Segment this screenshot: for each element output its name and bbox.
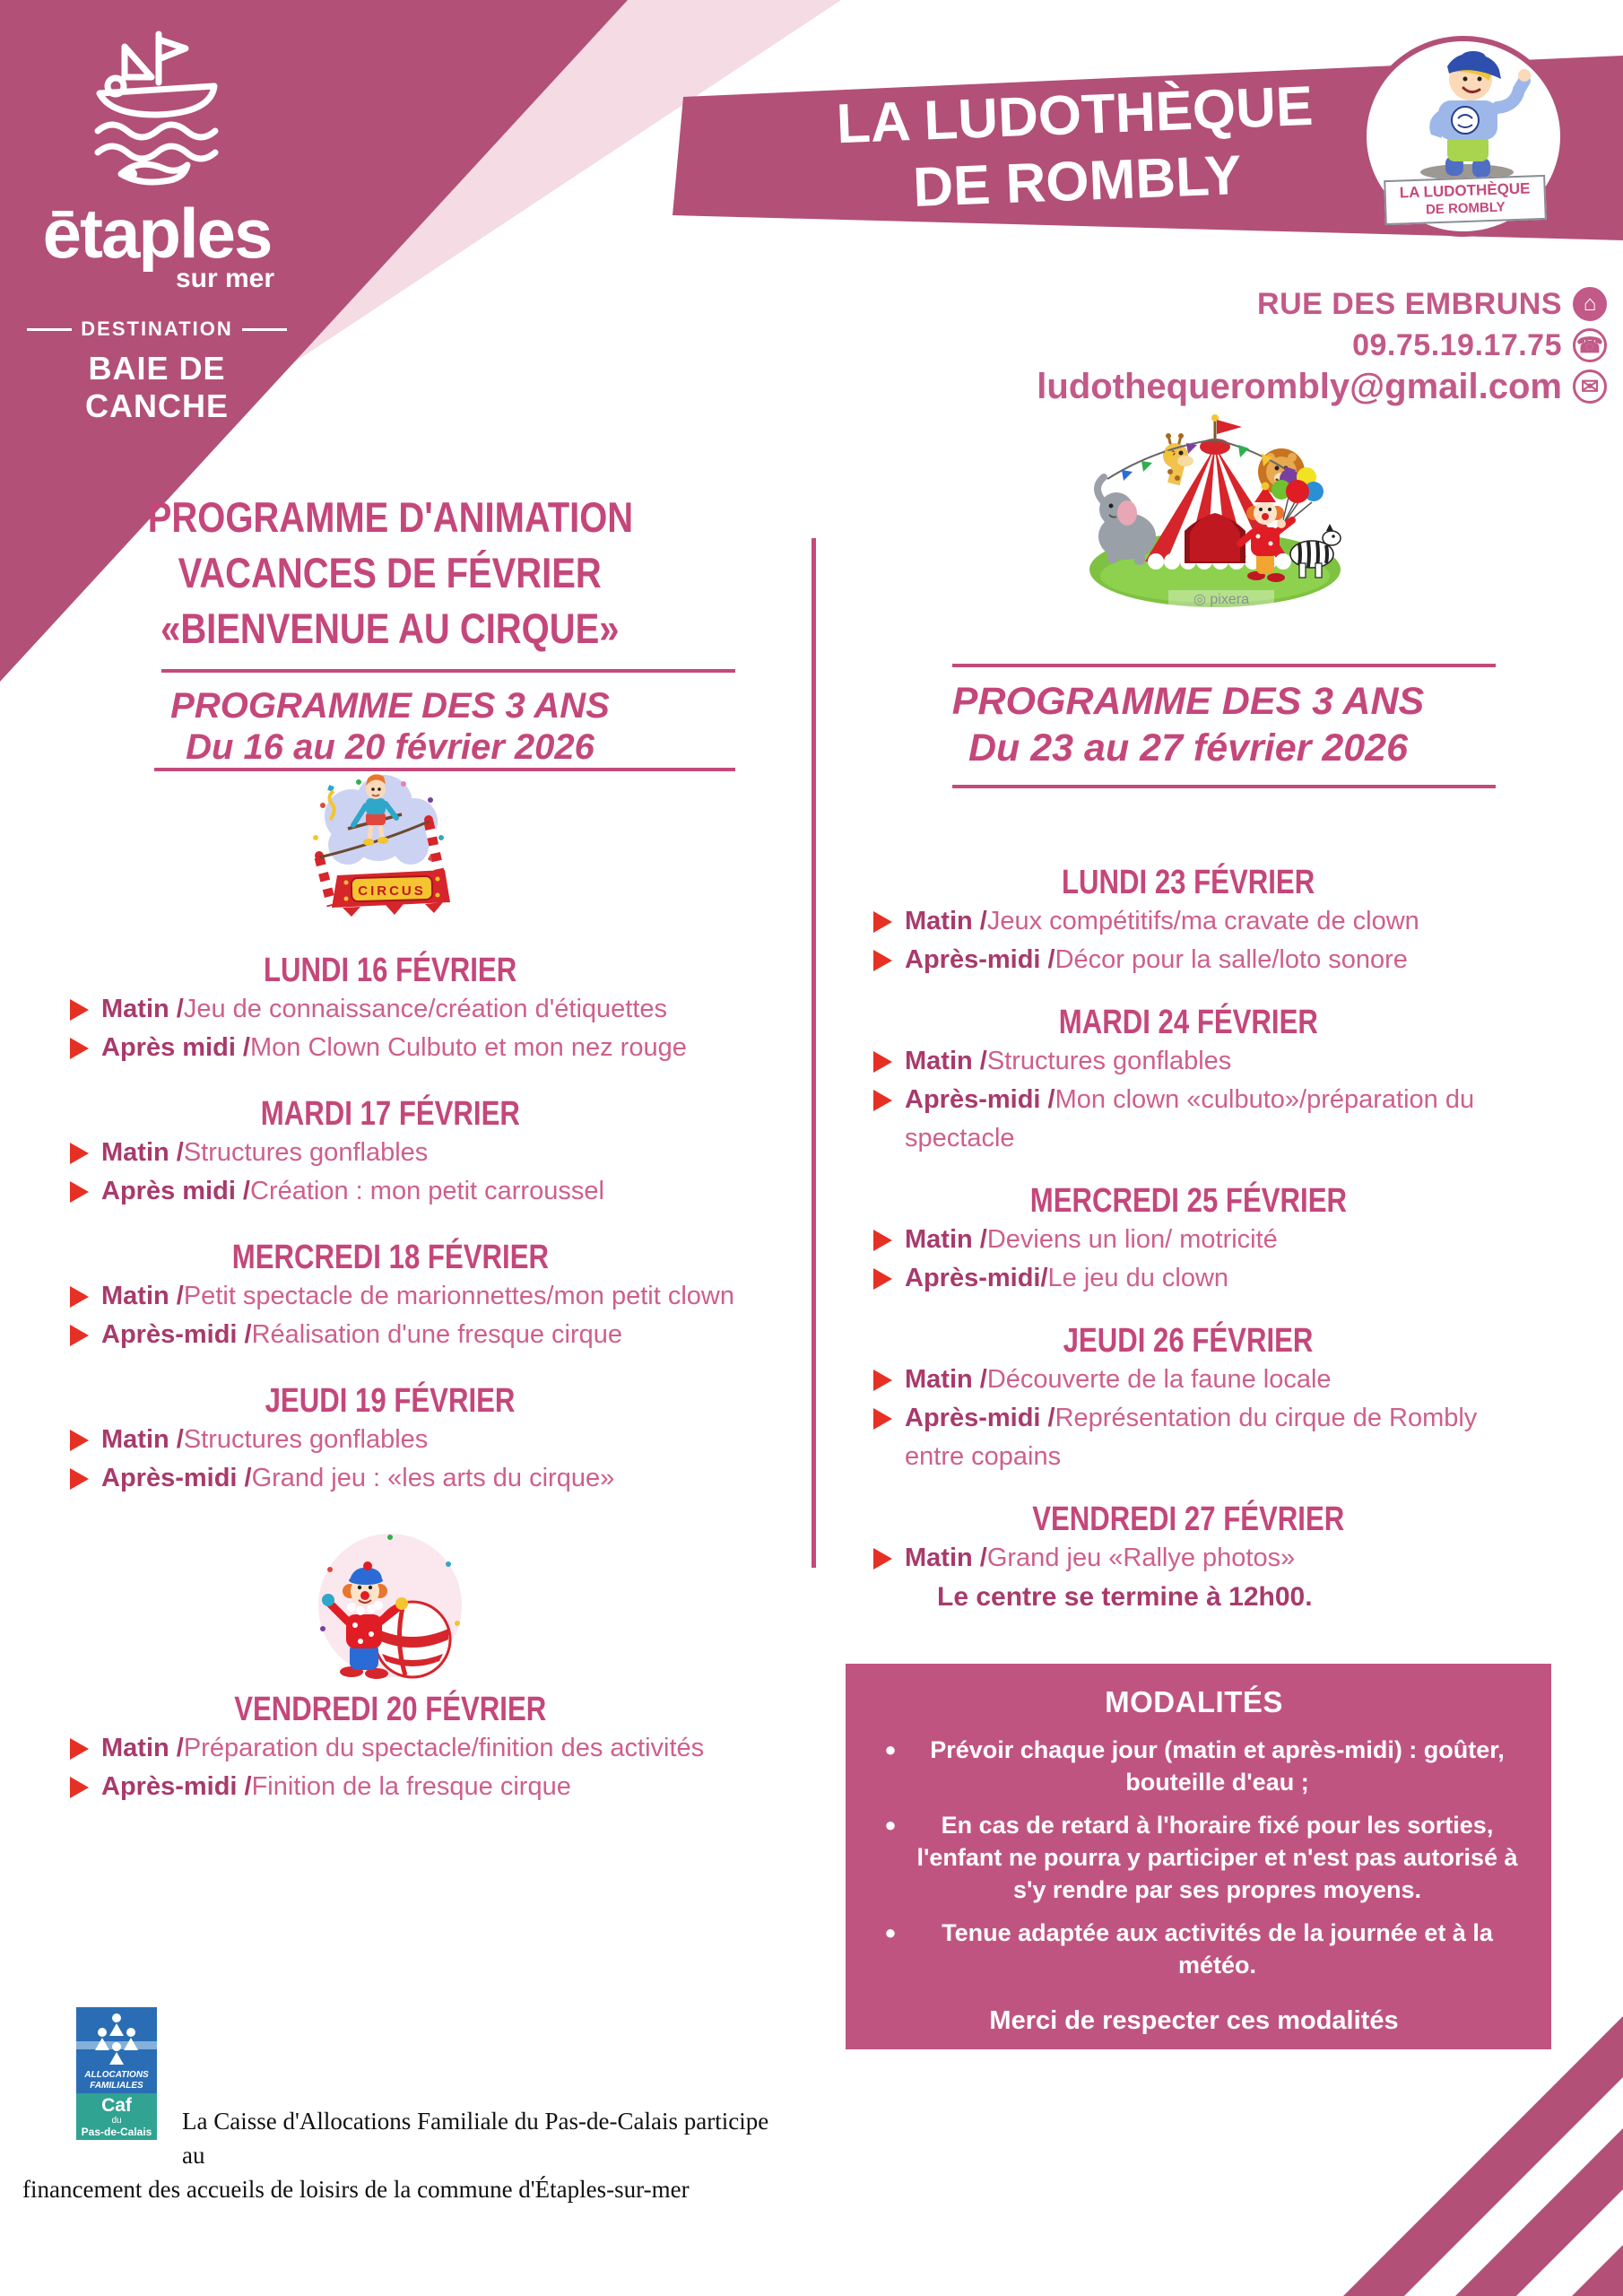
clown-illustration [305, 1525, 475, 1686]
bullet-triangle-icon [873, 1370, 892, 1391]
right-subtitle: PROGRAMME DES 3 ANS Du 23 au 27 février 2026 [951, 680, 1425, 770]
right-rule-bottom [952, 785, 1496, 788]
ludotheque-banner [786, 72, 1365, 226]
modalites-item: ● Prévoir chaque jour (matin et après-midi) : goûter, bouteille d'eau ; [867, 1734, 1521, 1798]
tightrope-illustration [296, 770, 462, 924]
activity-line: Matin /Jeu de connaissance/création d'étiquettes [36, 990, 744, 1029]
bullet-triangle-icon [873, 1230, 892, 1251]
day-heading: MERCREDI 25 FÉVRIER [1029, 1182, 1347, 1220]
activity-line: Après-midi /Représentation du cirque de Rombly entre copains [843, 1399, 1533, 1476]
day-heading: LUNDI 23 FÉVRIER [1061, 864, 1315, 901]
activity-line: Après midi /Mon Clown Culbuto et mon nez rouge [36, 1029, 744, 1067]
day-heading: VENDREDI 20 FÉVRIER [233, 1691, 547, 1728]
contact-phone-row [1037, 325, 1607, 366]
activity-line: Après-midi /Grand jeu : «les arts du cirque» [36, 1459, 744, 1498]
bullet-triangle-icon [873, 1268, 892, 1290]
bullet-triangle-icon [70, 1038, 89, 1059]
modalites-item: ● Tenue adaptée aux activités de la journée et à la météo. [867, 1917, 1521, 1981]
svg-text:FAMILIALES: FAMILIALES [90, 2081, 143, 2091]
activity-line: Matin /Jeux compétitifs/ma cravate de clown [843, 902, 1533, 941]
right-day-list [843, 863, 1533, 1639]
caf-caption: La Caisse d'Allocations Familiale du Pas-de-Calais participe au financement des accueils de loisirs de la commune d'Étaples-sur-mer [22, 2108, 769, 2203]
closing-note: Le centre se termine à 12h00. [937, 1582, 1313, 1612]
circus-tent-illustration [1081, 386, 1350, 614]
svg-text:Pas-de-Calais: Pas-de-Calais [81, 2126, 152, 2138]
day-heading: JEUDI 26 FÉVRIER [1063, 1322, 1314, 1360]
bullet-triangle-icon [70, 1430, 89, 1451]
day-heading: VENDREDI 27 FÉVRIER [1031, 1500, 1345, 1538]
activity-line: Matin /Préparation du spectacle/finition des activités [36, 1729, 744, 1768]
phone-icon: ☎ [1573, 328, 1607, 362]
svg-text:Caf: Caf [101, 2095, 132, 2116]
elephant [1098, 477, 1156, 565]
bullet-triangle-icon [873, 950, 892, 971]
activity-line: Matin /Structures gonflables [36, 1421, 744, 1459]
activity-line: Après-midi /Décor pour la salle/loto sonore [843, 941, 1533, 979]
modalites-box [846, 1664, 1551, 2049]
activity-line: Après-midi /Réalisation d'une fresque cirque [36, 1316, 744, 1354]
activity-line: Après-midi/Le jeu du clown [843, 1259, 1533, 1298]
modalites-item: ● En cas de retard à l'horaire fixé pour les sorties, l'enfant ne pourra y participer et n'est pas autorisé à s'y rendre par ses propres moyens. [867, 1809, 1521, 1906]
baie-de-canche-label: BAIE DE CANCHE [84, 350, 229, 424]
day-block [36, 1094, 744, 1211]
column-divider [812, 538, 816, 1568]
bullet-triangle-icon [70, 999, 89, 1021]
watermark: ◎ pixera [1193, 592, 1249, 607]
svg-text:du: du [111, 2116, 122, 2126]
bullet-dot-icon: ● [884, 1813, 897, 1836]
left-subtitle: PROGRAMME DES 3 ANS Du 16 au 20 février 2026 [170, 686, 610, 767]
bullet-triangle-icon [873, 911, 892, 933]
destination-label: DESTINATION [81, 317, 233, 340]
day-block [36, 1381, 744, 1498]
banner-line2: DE ROMBLY [912, 144, 1243, 219]
ludotheque-badge [1361, 36, 1566, 237]
bullet-triangle-icon [70, 1286, 89, 1308]
day-block [36, 1690, 744, 1806]
modalites-footer: Merci de respecter ces modalités [989, 2006, 1399, 2035]
bullet-dot-icon: ● [884, 1921, 897, 1944]
bullet-triangle-icon [873, 1408, 892, 1430]
activity-line: Après-midi /Finition de la fresque cirque [36, 1768, 744, 1806]
activity-line: Matin /Deviens un lion/ motricité [843, 1221, 1533, 1259]
day-heading: JEUDI 19 FÉVRIER [265, 1382, 516, 1420]
bullet-triangle-icon [873, 1548, 892, 1570]
day-block [843, 1181, 1533, 1298]
bullet-triangle-icon [70, 1738, 89, 1760]
day-heading: MARDI 17 FÉVRIER [260, 1095, 520, 1133]
circus-sign [332, 870, 450, 917]
bullet-triangle-icon [70, 1181, 89, 1203]
bullet-triangle-icon [70, 1777, 89, 1798]
activity-line: Matin /Grand jeu «Rallye photos» [843, 1539, 1533, 1578]
etaples-logo [27, 27, 287, 425]
phone-text: 09.75.19.17.75 [1352, 327, 1562, 362]
activity-line: Matin /Découverte de la faune locale [843, 1361, 1533, 1399]
badge-label: LA LUDOTHÈQUE DE ROMBLY [1384, 175, 1547, 225]
bullet-triangle-icon [70, 1468, 89, 1490]
program-title: PROGRAMME D'ANIMATION VACANCES DE FÉVRIER «BIENVENUE AU CIRQUE» [147, 493, 633, 652]
svg-text:CIRCUS: CIRCUS [358, 883, 426, 899]
bullet-triangle-icon [70, 1143, 89, 1164]
bullet-triangle-icon [70, 1325, 89, 1346]
contact-address-row [1037, 283, 1607, 325]
day-heading: MARDI 24 FÉVRIER [1058, 1004, 1318, 1041]
svg-text:ALLOCATIONS: ALLOCATIONS [84, 2070, 149, 2080]
day-block [36, 1238, 744, 1354]
day-block [843, 863, 1533, 979]
activity-line: Matin /Structures gonflables [36, 1134, 744, 1172]
day-block [843, 1003, 1533, 1158]
activity-line: Après midi /Création : mon petit carroussel [36, 1172, 744, 1211]
etaples-tagline: sur mer [175, 264, 274, 293]
day-heading: LUNDI 16 FÉVRIER [263, 952, 517, 989]
right-rule-top [952, 664, 1496, 667]
left-day-list [36, 951, 744, 1833]
boat-fish-icon [85, 27, 229, 197]
banner-line1: LA LUDOTHÈQUE [835, 74, 1315, 156]
day-heading: MERCREDI 18 FÉVRIER [231, 1239, 549, 1276]
activity-line: Après-midi /Mon clown «culbuto»/préparation du spectacle [843, 1081, 1533, 1158]
left-rule-top [161, 669, 735, 673]
day-block [843, 1321, 1533, 1476]
activity-line: Matin /Petit spectacle de marionnettes/mon petit clown [36, 1277, 744, 1316]
destination-row [27, 317, 287, 341]
activity-line: Matin /Structures gonflables [843, 1042, 1533, 1081]
day-block [36, 951, 744, 1067]
mascot-sailor-boy [1388, 48, 1541, 183]
address-text: RUE DES EMBRUNS [1257, 286, 1562, 321]
bullet-triangle-icon [873, 1090, 892, 1111]
email-text: ludothequerombly@gmail.com [1037, 366, 1562, 406]
day-block [843, 1500, 1533, 1616]
home-icon: ⌂ [1573, 287, 1607, 321]
bullet-triangle-icon [873, 1051, 892, 1073]
modalites-title: MODALITÉS [1105, 1685, 1283, 1718]
bullet-dot-icon: ● [884, 1738, 897, 1761]
etaples-wordmark: ētaples [42, 194, 272, 273]
mail-icon: ✉ [1573, 370, 1607, 404]
